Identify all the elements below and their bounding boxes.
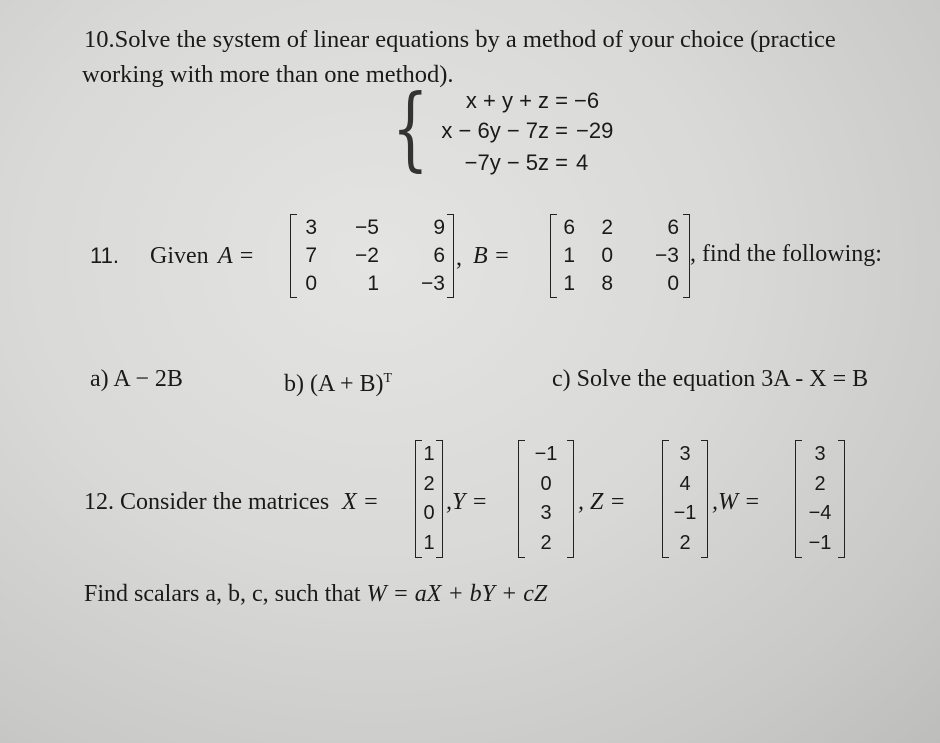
eq1-rhs: −6 <box>574 88 600 113</box>
q10-line2: working with more than one method). <box>82 61 454 88</box>
vector-y-grid <box>519 440 573 558</box>
matrix-a-cell-2-1: 1 <box>367 272 379 295</box>
vector-w-entry-1: 2 <box>814 472 826 495</box>
vector-y <box>518 440 574 558</box>
matrix-b-grid <box>551 214 689 298</box>
q11-tail: , find the following: <box>690 241 882 267</box>
vector-y-entry-0: −1 <box>534 443 558 466</box>
matrix-b-cell-1-2: −3 <box>655 244 679 267</box>
q11-part-b <box>284 365 392 398</box>
q10-line1: 10.Solve the system of linear equations by a method of your choice (practice <box>84 26 836 53</box>
vector-y-entry-3: 2 <box>540 531 552 554</box>
transpose-superscript: T <box>383 371 393 386</box>
vector-w-entry-3: −1 <box>808 531 832 554</box>
matrix-b-label: B = <box>473 243 510 269</box>
q11-part-c: c) Solve the equation 3A - X = B <box>552 366 869 392</box>
matrix-a-label: A = <box>218 243 255 269</box>
q11-number: 11. <box>90 243 119 268</box>
matrix-b-cell-2-1: 8 <box>601 272 613 295</box>
eq1-lhs: x + y + z = <box>465 88 568 113</box>
matrix-b <box>550 214 690 298</box>
q12-intro: 12. Consider the matrices <box>84 489 330 515</box>
eq2-lhs: x − 6y − 7z = <box>441 118 568 143</box>
brace-icon: { <box>392 74 429 181</box>
matrix-b-cell-1-0: 1 <box>563 244 575 267</box>
vector-x-entry-0: 1 <box>423 443 435 466</box>
q11-given: Given <box>150 243 209 269</box>
vector-y-label: ,Y = <box>446 489 488 515</box>
vector-z <box>662 440 708 558</box>
comma-separator: , <box>456 245 462 271</box>
matrix-b-cell-2-0: 1 <box>563 272 575 295</box>
vector-w-grid <box>796 440 844 558</box>
vector-x-entry-2: 0 <box>423 502 435 525</box>
matrix-a-cell-2-2: −3 <box>421 272 445 295</box>
vector-x-entry-3: 1 <box>423 531 435 554</box>
matrix-a-cell-1-0: 7 <box>305 244 317 267</box>
matrix-a-grid <box>291 214 453 298</box>
matrix-a-cell-0-2: 9 <box>433 216 445 239</box>
matrix-b-cell-1-1: 0 <box>601 244 613 267</box>
vector-x-entry-1: 2 <box>423 472 435 495</box>
vector-z-label: , Z = <box>578 489 626 515</box>
vector-y-entry-1: 0 <box>540 472 552 495</box>
vector-w-entry-0: 3 <box>814 443 826 466</box>
matrix-a-cell-2-0: 0 <box>305 272 317 295</box>
eq3-lhs: −7y − 5z = <box>464 150 568 175</box>
vector-z-entry-2: −1 <box>673 502 697 525</box>
matrix-b-cell-0-1: 2 <box>601 216 613 239</box>
eq2-rhs: −29 <box>576 118 614 143</box>
find-equation: W = aX + bY + cZ <box>366 581 548 607</box>
matrix-a-cell-1-2: 6 <box>433 244 445 267</box>
vector-z-entry-0: 3 <box>679 443 691 466</box>
matrix-a-cell-1-1: −2 <box>355 244 379 267</box>
matrix-a <box>290 214 454 298</box>
matrix-b-cell-0-2: 6 <box>667 216 679 239</box>
vector-z-entry-1: 4 <box>679 472 691 495</box>
vector-x-grid <box>416 440 442 558</box>
matrix-b-cell-0-0: 6 <box>563 216 575 239</box>
matrix-a-cell-0-0: 3 <box>305 216 317 239</box>
vector-w <box>795 440 845 558</box>
part-b-text: b) (A + B) <box>284 371 384 397</box>
vector-y-entry-2: 3 <box>540 502 552 525</box>
find-text: Find scalars a, b, c, such that <box>84 581 361 607</box>
eq3-rhs: 4 <box>576 150 589 175</box>
q11-part-a: a) A − 2B <box>90 366 183 392</box>
vector-x <box>415 440 443 558</box>
vector-x-label: X = <box>342 489 379 515</box>
matrix-a-cell-0-1: −5 <box>355 216 379 239</box>
q12-find <box>84 580 547 608</box>
vector-w-label: ,W = <box>712 489 761 515</box>
vector-z-grid <box>663 440 707 558</box>
vector-w-entry-2: −4 <box>808 502 832 525</box>
vector-z-entry-3: 2 <box>679 531 691 554</box>
matrix-b-cell-2-2: 0 <box>667 272 679 295</box>
